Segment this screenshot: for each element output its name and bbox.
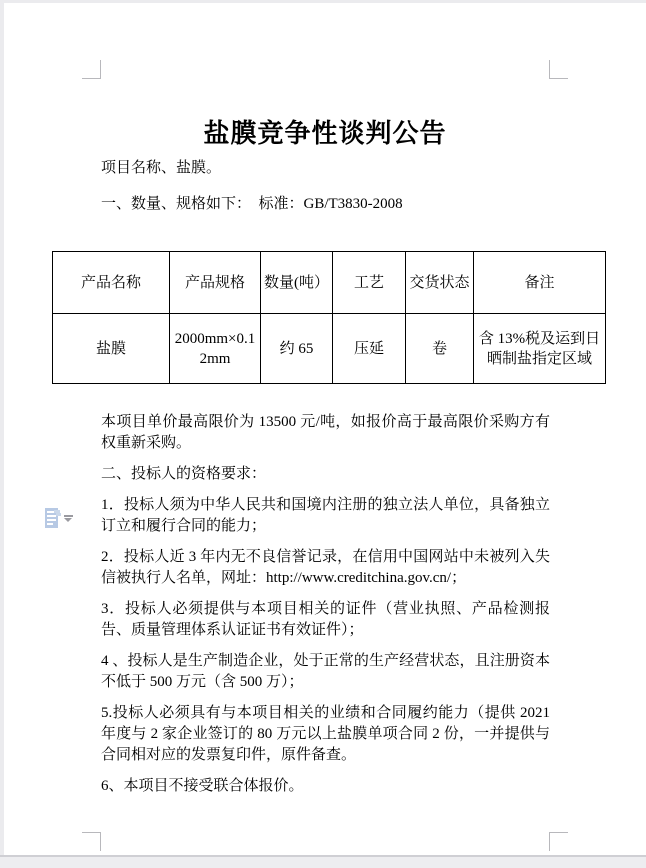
document-icon[interactable] xyxy=(44,507,63,530)
document-body xyxy=(101,412,550,807)
header-delivery-state: 交货状态 xyxy=(406,252,474,314)
project-name-line: 项目名称、盐膜。 xyxy=(101,160,222,176)
text-boundary-mark-top-left xyxy=(82,60,101,79)
canvas-edge-left xyxy=(0,0,4,868)
paragraph-price-limit: 本项目单价最高限价为 13500 元/吨，如报价高于最高限价采购方有权重新采购。 xyxy=(101,414,550,451)
quantity-spec-line: 一、数量、规格如下： 标准：GB/T3830-2008 xyxy=(101,196,403,212)
product-spec-table xyxy=(52,251,606,384)
paragraph-requirement-5: 5.投标人必须具有与本项目相关的业绩和合同履约能力（提供 2021 年度与 2 家企业签订的 80 万元以上盐膜单项合同 2 份，一并提供与合同相对应的发票复印件，原件备查。 xyxy=(101,705,550,763)
cell-delivery-state: 卷 xyxy=(406,314,474,384)
header-product-spec: 产品规格 xyxy=(170,252,261,314)
canvas-edge-bottom xyxy=(0,857,646,868)
paragraph-requirement-4: 4 、投标人是生产制造企业，处于正常的生产经营状态，且注册资本不低于 500 万元（含 500 万）； xyxy=(101,653,550,690)
cell-product-spec: 2000mm×0.12mm xyxy=(170,314,261,384)
down-arrow-icon[interactable] xyxy=(63,515,73,522)
header-remark: 备注 xyxy=(474,252,606,314)
cell-product-name: 盐膜 xyxy=(53,314,170,384)
document-title: 盐膜竞争性谈判公告 xyxy=(203,119,447,148)
header-product-name: 产品名称 xyxy=(53,252,170,314)
header-process: 工艺 xyxy=(333,252,406,314)
text-boundary-mark-top-right xyxy=(549,60,568,79)
header-quantity: 数量(吨） xyxy=(261,252,333,314)
cell-remark: 含 13%税及运到日晒制盐指定区域 xyxy=(474,314,606,384)
document-icon-svg xyxy=(44,507,63,530)
canvas-edge-top xyxy=(0,0,646,3)
paragraph-requirement-1: 1．投标人须为中华人民共和国境内注册的独立法人单位，具备独立订立和履行合同的能力； xyxy=(101,497,550,534)
cell-quantity: 约 65 xyxy=(261,314,333,384)
text-boundary-mark-bottom-right xyxy=(549,832,568,851)
paragraph-requirement-6: 6、本项目不接受联合体报价。 xyxy=(101,778,304,794)
text-boundary-mark-bottom-left xyxy=(82,832,101,851)
paragraph-section-2-heading: 二、投标人的资格要求： xyxy=(101,466,267,482)
paragraph-requirement-3: 3．投标人必须提供与本项目相关的证件（营业执照、产品检测报告、质量管理体系认证证书有效证件）； xyxy=(101,601,550,638)
table-row xyxy=(53,314,606,384)
table-header-row xyxy=(53,252,606,314)
paragraph-requirement-2: 2．投标人近 3 年内无不良信誉记录，在信用中国网站中未被列入失信被执行人名单，网址：http://www.creditchina.gov.cn/； xyxy=(101,549,550,586)
cell-process: 压延 xyxy=(333,314,406,384)
